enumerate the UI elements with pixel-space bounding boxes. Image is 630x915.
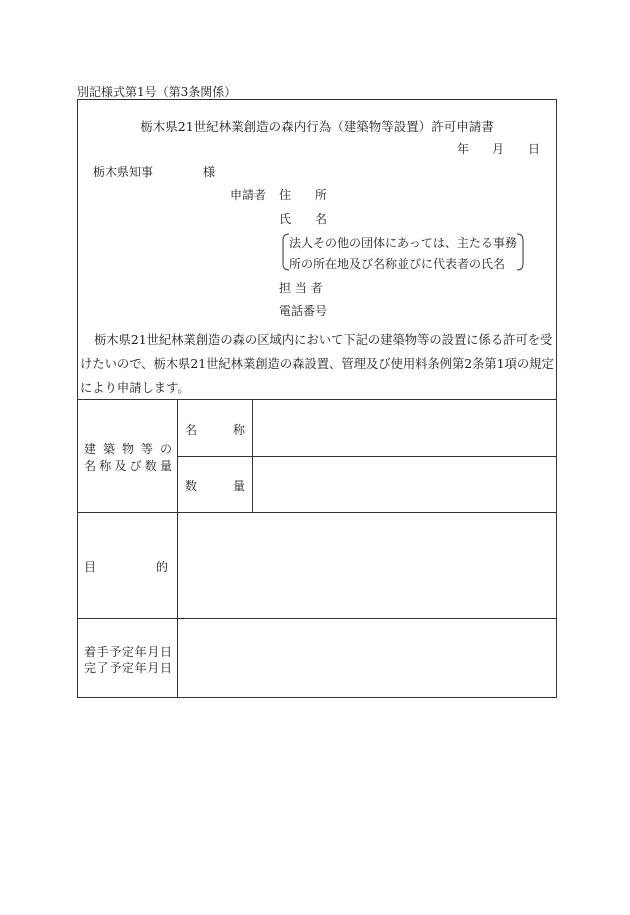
structure-label-line2: 名称及び数量 xyxy=(84,459,172,473)
quantity-sublabel: 数 量 xyxy=(185,479,246,493)
form-number: 別記様式第1号（第3条関係） xyxy=(77,85,237,99)
phone-label: 電話番号 xyxy=(279,304,328,318)
schedule-dates-field[interactable] xyxy=(178,619,556,697)
applicant-label: 申請者 xyxy=(230,188,267,202)
start-date-label: 着手予定年月日 xyxy=(84,645,172,659)
name-sublabel: 名 称 xyxy=(185,423,246,437)
date-month-label: 月 xyxy=(492,142,505,156)
completion-date-label: 完了予定年月日 xyxy=(84,661,172,675)
corporate-note-line2: 所の所在地及び名称並びに代表者の氏名 xyxy=(289,257,506,271)
purpose-field[interactable] xyxy=(178,513,556,617)
structure-name-field[interactable] xyxy=(253,400,556,455)
address-label: 住 所 xyxy=(279,188,328,202)
form-title: 栃木県21世紀林業創造の森内行為（建築物等設置）許可申請書 xyxy=(140,119,494,134)
purpose-label: 目 的 xyxy=(84,560,169,574)
application-body-text: 栃木県21世紀林業創造の森の区域内において下記の建築物等の設置に係る許可を受けたいので、栃木県21世紀林業創造の森設置、管理及び使用料条例第2条第1項の規定により申請します。 xyxy=(80,333,554,395)
contact-person-label: 担 当 者 xyxy=(279,281,323,295)
structure-quantity-field[interactable] xyxy=(253,457,556,511)
name-label: 氏 名 xyxy=(279,212,328,226)
structure-label-line1: 建築物等の xyxy=(84,442,172,456)
date-day-label: 日 xyxy=(528,142,541,156)
date-year-label: 年 xyxy=(457,142,470,156)
addressee-name: 栃木県知事 xyxy=(93,165,154,179)
corporate-note-line1: 法人その他の団体にあっては、主たる事務 xyxy=(289,236,517,250)
addressee-honorific: 様 xyxy=(203,165,216,179)
